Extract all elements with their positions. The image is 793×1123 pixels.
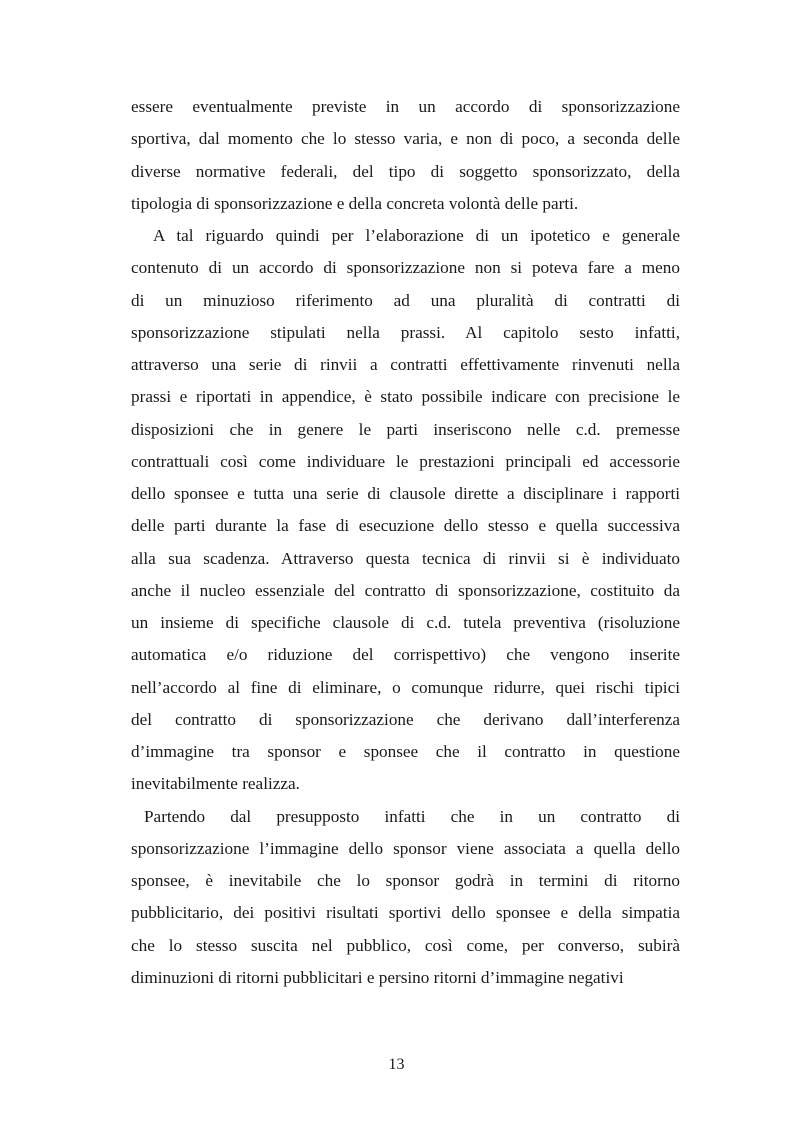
paragraph (131, 220, 680, 801)
text-line: anche il nucleo essenziale del contratto di sponsorizzazione, costituito da (131, 580, 680, 600)
text-line: sportiva, dal momento che lo stesso varia, e non di poco, a seconda delle (131, 129, 680, 149)
text-line: pubblicitario, dei positivi risultati sportivi dello sponsee e della simpatia (131, 903, 680, 923)
text-line: disposizioni che in genere le parti inseriscono nelle c.d. premesse (131, 419, 680, 439)
text-line: automatica e/o riduzione del corrispettivo) che vengono inserite (131, 645, 680, 665)
text-line: prassi e riportati in appendice, è stato possibile indicare con precisione le (131, 387, 680, 407)
text-line: Partendo dal presupposto infatti che in un contratto di (144, 806, 680, 826)
paragraph (131, 91, 680, 220)
paragraph (131, 801, 680, 995)
text-line: essere eventualmente previste in un accordo di sponsorizzazione (131, 97, 680, 116)
text-line: inevitabilmente realizza. (131, 774, 300, 794)
text-line: sponsee, è inevitabile che lo sponsor godrà in termini di ritorno (131, 871, 680, 890)
page-number: 13 (388, 1056, 405, 1073)
text-line: A tal riguardo quindi per l’elaborazione di un ipotetico e generale (153, 226, 680, 245)
text-line: contenuto di un accordo di sponsorizzazione non si poteva fare a meno (131, 258, 680, 278)
document-body (131, 91, 680, 994)
text-line: contrattuali così come individuare le prestazioni principali ed accessorie (131, 451, 680, 471)
text-line: d’immagine tra sponsor e sponsee che il contratto in questione (131, 742, 680, 761)
text-line: nell’accordo al fine di eliminare, o comunque ridurre, quei rischi tipici (131, 677, 680, 697)
text-line: diverse normative federali, del tipo di soggetto sponsorizzato, della (131, 161, 680, 181)
text-line: un insieme di specifiche clausole di c.d. tutela preventiva (risoluzione (131, 613, 680, 632)
text-line: del contratto di sponsorizzazione che derivano dall’interferenza (131, 709, 680, 729)
text-line: alla sua scadenza. Attraverso questa tecnica di rinvii si è individuato (131, 548, 680, 568)
text-line: diminuzioni di ritorni pubblicitari e persino ritorni d’immagine negativi (131, 967, 624, 987)
text-line: delle parti durante la fase di esecuzione dello stesso e quella successiva (131, 516, 680, 536)
text-line: sponsorizzazione stipulati nella prassi. Al capitolo sesto infatti, (131, 322, 680, 342)
text-line: che lo stesso suscita nel pubblico, così come, per converso, subirà (131, 935, 680, 955)
text-line: di un minuzioso riferimento ad una pluralità di contratti di (131, 290, 680, 310)
text-line: sponsorizzazione l’immagine dello sponsor viene associata a quella dello (131, 838, 680, 858)
text-line: tipologia di sponsorizzazione e della concreta volontà delle parti. (131, 193, 579, 213)
text-line: dello sponsee e tutta una serie di clausole dirette a disciplinare i rapporti (131, 484, 680, 503)
text-line: attraverso una serie di rinvii a contratti effettivamente rinvenuti nella (131, 355, 680, 374)
